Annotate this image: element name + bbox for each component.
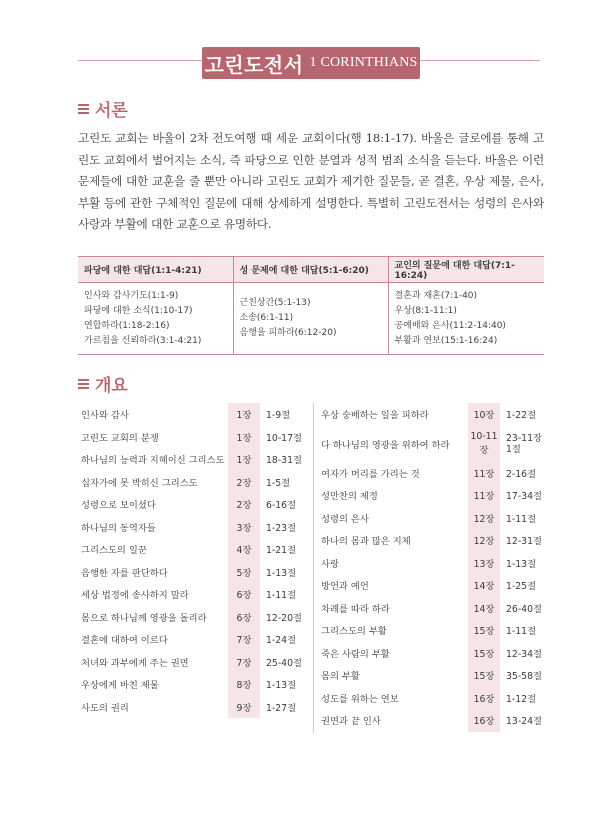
list-item <box>78 538 308 561</box>
intro-paragraph: 고린도 교회는 바울이 2차 전도여행 때 세운 교회이다(행 18:1-17). 바울은 글로에를 통해 고린도 교회에서 벌어지는 소식, 즉 파당으로 인한 분열과 성적 범죄 소식을 듣는다. 바울은 이런 문제들에 대한 교훈을 줄 뿐만 아니라 고린도 교회가 제기한 질문들, 곧 결혼, 우상 제물, 은사, 부활 등에 관한 구체적인 질문에 대해 상세하게 설명한다. 특별히 고린도전서는 성령의 은사와 사랑과 부활에 대한 교훈으로 유명하다. <box>78 131 544 231</box>
list-item <box>78 471 308 494</box>
chapter: 4장 <box>228 538 260 561</box>
topic: 그리스도의 부활 <box>321 626 387 638</box>
topic: 하나님의 능력과 지혜이신 그리스도 <box>81 455 225 467</box>
chapter: 11장 <box>468 462 500 485</box>
topic: 처녀와 과부에게 주는 권면 <box>81 657 189 669</box>
topic: 결혼에 대하여 이르다 <box>81 635 168 647</box>
summary-item: 소송(6:1-11) <box>239 313 294 323</box>
topic: 고린도 교회의 분쟁 <box>81 432 159 444</box>
verse: 1-13절 <box>266 567 297 579</box>
list-item <box>318 462 548 485</box>
overview-list-left <box>78 403 308 718</box>
overview-list-right <box>318 403 548 732</box>
topic: 죽은 사람의 부활 <box>321 648 390 660</box>
topic: 사랑 <box>321 558 339 570</box>
summary-header-3: 교인의 질문에 대한 대답(7:1-16:24) <box>388 257 544 283</box>
list-item <box>78 493 308 516</box>
list-item <box>318 426 548 462</box>
topic: 성령의 은사 <box>321 513 369 525</box>
chapter: 10장 <box>468 403 500 426</box>
list-item <box>78 516 308 539</box>
chapter: 1장 <box>228 426 260 449</box>
list-item <box>78 673 308 696</box>
verse: 1-9절 <box>266 410 291 422</box>
chapter: 9장 <box>228 696 260 719</box>
chapter: 5장 <box>228 561 260 584</box>
chapter: 8장 <box>228 673 260 696</box>
chapter: 12장 <box>468 529 500 552</box>
overview-heading <box>78 371 128 396</box>
verse: 1-27절 <box>266 702 297 714</box>
verse: 1-13절 <box>506 558 537 570</box>
verse: 1-25절 <box>506 581 537 593</box>
menu-lines-icon <box>78 379 89 389</box>
chapter: 7장 <box>228 628 260 651</box>
summary-cell-2 <box>233 283 388 355</box>
topic: 하나님의 동역자들 <box>81 522 156 534</box>
verse: 18-31절 <box>266 455 302 467</box>
verse: 1-11절 <box>506 513 537 525</box>
verse: 12-20절 <box>266 612 302 624</box>
list-item <box>318 619 548 642</box>
chapter: 16장 <box>468 709 500 732</box>
topic: 사도의 권리 <box>81 702 129 714</box>
menu-lines-icon <box>78 104 89 114</box>
list-item <box>78 561 308 584</box>
topic: 몸으로 하나님께 영광을 돌리라 <box>81 612 207 624</box>
topic: 여자가 머리를 가리는 것 <box>321 468 420 480</box>
book-title-english: 1 CORINTHIANS <box>309 55 418 70</box>
chapter: 13장 <box>468 552 500 575</box>
summary-header-row <box>78 257 544 283</box>
chapter: 6장 <box>228 583 260 606</box>
chapter: 6장 <box>228 606 260 629</box>
chapter: 2장 <box>228 493 260 516</box>
topic: 권면과 끝 인사 <box>321 716 381 728</box>
verse: 1-21절 <box>266 545 297 557</box>
chapter: 15장 <box>468 642 500 665</box>
book-title-banner <box>202 47 420 79</box>
topic: 세상 법정에 송사하지 말라 <box>81 590 189 602</box>
topic: 그리스도의 일꾼 <box>81 545 147 557</box>
chapter: 1장 <box>228 403 260 426</box>
verse: 1-23절 <box>266 522 297 534</box>
topic: 음행한 자를 판단하다 <box>81 567 168 579</box>
summary-item: 공예배와 은사(11:2-14:40) <box>394 320 506 331</box>
summary-item: 근친상간(5:1-13) <box>239 298 311 308</box>
verse: 1-5절 <box>266 477 291 489</box>
verse: 1-24절 <box>266 635 297 647</box>
intro-heading <box>78 96 128 121</box>
verse: 6-16절 <box>266 500 297 512</box>
chapter: 15장 <box>468 664 500 687</box>
summary-item: 가르침을 신뢰하라(3:1-4:21) <box>84 335 202 346</box>
summary-cell-3 <box>388 283 544 355</box>
list-item <box>78 651 308 674</box>
verse: 17-34절 <box>506 491 542 503</box>
book-title-korean: 고린도전서 <box>204 52 304 77</box>
chapter: 2장 <box>228 471 260 494</box>
summary-item: 파당에 대한 소식(1:10-17) <box>84 305 193 316</box>
verse: 1-11절 <box>506 626 537 638</box>
summary-item: 부활과 연보(15:1-16:24) <box>394 335 498 346</box>
chapter: 1장 <box>228 448 260 471</box>
list-item <box>318 529 548 552</box>
verse: 1-22절 <box>506 410 537 422</box>
verse: 13-24절 <box>506 716 542 728</box>
list-item <box>78 448 308 471</box>
verse: 2-16절 <box>506 468 537 480</box>
topic: 차례를 따라 하라 <box>321 603 390 615</box>
chapter: 15장 <box>468 619 500 642</box>
chapter: 7장 <box>228 651 260 674</box>
summary-body-row <box>78 283 544 355</box>
topic: 십자가에 못 박히신 그리스도 <box>81 477 198 489</box>
list-item <box>318 597 548 620</box>
list-item <box>318 709 548 732</box>
verse: 10-17절 <box>266 432 302 444</box>
list-item <box>318 664 548 687</box>
chapter: 3장 <box>228 516 260 539</box>
topic: 하나의 몸과 많은 지체 <box>321 536 411 548</box>
summary-header-1: 파당에 대한 대답(1:1-4:21) <box>78 257 233 283</box>
topic: 방언과 예언 <box>321 581 369 593</box>
verse: 26-40절 <box>506 603 542 615</box>
summary-item: 결혼과 재혼(7:1-40) <box>394 290 478 301</box>
chapter: 14장 <box>468 574 500 597</box>
list-item <box>318 552 548 575</box>
verse: 1-12절 <box>506 693 537 705</box>
column-divider <box>313 403 314 733</box>
verse <box>500 433 548 455</box>
topic: 성도를 위하는 연보 <box>321 693 399 705</box>
list-item <box>78 606 308 629</box>
topic: 우상 숭배하는 일을 피하라 <box>321 410 429 422</box>
list-item <box>78 426 308 449</box>
topic: 다 하나님의 영광을 위하여 하라 <box>321 439 450 451</box>
list-item <box>318 574 548 597</box>
list-item <box>318 484 548 507</box>
verse: 1-13절 <box>266 680 297 692</box>
overview-heading-label: 개요 <box>95 376 128 396</box>
summary-item: 우상(8:1-11:1) <box>394 305 457 316</box>
topic: 성만찬의 제정 <box>321 491 378 503</box>
chapter: 10-11장 <box>468 426 500 462</box>
topic: 성령으로 보이셨다 <box>81 500 156 512</box>
summary-item: 인사와 감사기도(1:1-9) <box>84 290 179 301</box>
verse: 12-31절 <box>506 536 542 548</box>
intro-heading-label: 서론 <box>95 101 128 121</box>
chapter: 14장 <box>468 597 500 620</box>
list-item <box>318 642 548 665</box>
chapter: 16장 <box>468 687 500 710</box>
list-item <box>318 403 548 426</box>
verse-line: 23-11장 <box>506 432 542 444</box>
topic: 몸의 부활 <box>321 671 360 683</box>
topic: 인사와 감사 <box>81 410 129 422</box>
verse: 12-34절 <box>506 648 542 660</box>
chapter: 11장 <box>468 484 500 507</box>
list-item <box>78 583 308 606</box>
verse-line: 1절 <box>506 443 521 455</box>
list-item <box>78 696 308 719</box>
list-item <box>318 507 548 530</box>
verse: 1-11절 <box>266 590 297 602</box>
topic: 우상에게 바친 제물 <box>81 680 159 692</box>
list-item <box>78 628 308 651</box>
verse: 25-40절 <box>266 657 302 669</box>
chapter: 12장 <box>468 507 500 530</box>
list-item <box>78 403 308 426</box>
summary-table <box>78 256 544 355</box>
summary-item: 음행을 피하라(6:12-20) <box>239 328 337 338</box>
verse: 35-58절 <box>506 671 542 683</box>
summary-header-2: 성 문제에 대한 대답(5:1-6:20) <box>233 257 388 283</box>
list-item <box>318 687 548 710</box>
summary-cell-1 <box>78 283 233 355</box>
summary-item: 연합하라(1:18-2:16) <box>84 320 170 331</box>
